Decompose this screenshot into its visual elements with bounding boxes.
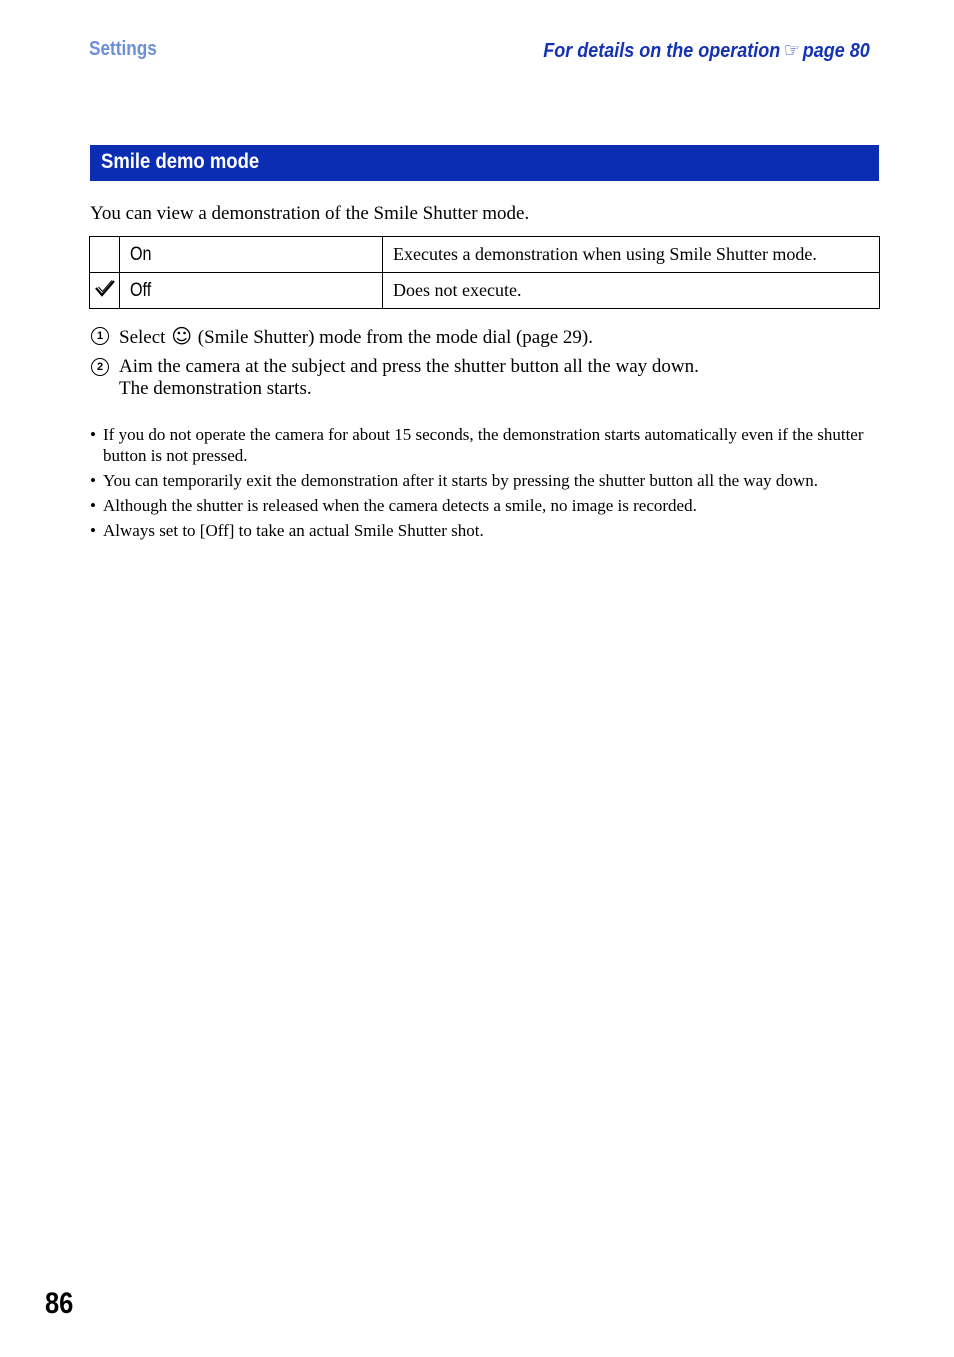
step-number: 1	[91, 327, 109, 345]
note-text: If you do not operate the camera for about 15 seconds, the demonstration starts automatically even if the shutter button is not pressed.	[103, 425, 864, 465]
section-title: Smile demo mode	[101, 150, 260, 173]
option-row-off	[90, 273, 880, 309]
option-description: Does not execute.	[383, 273, 880, 309]
page-number: 86	[45, 1287, 74, 1320]
step-number: 2	[91, 358, 109, 376]
notes-list	[90, 424, 890, 545]
option-check-cell	[90, 237, 120, 273]
option-name-cell	[120, 237, 383, 273]
step-text-line2: The demonstration starts.	[119, 378, 312, 399]
bullet: •	[90, 471, 96, 490]
pointing-hand-icon: ☞	[784, 40, 801, 62]
intro-text: You can view a demonstration of the Smile Shutter mode.	[90, 203, 530, 224]
details-reference[interactable]	[543, 38, 870, 63]
option-name: Off	[130, 279, 152, 301]
option-name: On	[130, 243, 152, 265]
header-section-label: Settings	[89, 38, 157, 60]
note-text: You can temporarily exit the demonstration after it starts by pressing the shutter button all the way down.	[103, 471, 818, 490]
option-check-cell	[90, 273, 120, 309]
note-text: Although the shutter is released when the camera detects a smile, no image is recorded.	[103, 496, 697, 515]
step-text-line1: Aim the camera at the subject and press the shutter button all the way down.	[119, 356, 699, 377]
step-text-before: Select	[119, 327, 166, 348]
option-description: Executes a demonstration when using Smile Shutter mode.	[383, 237, 880, 273]
note-item	[90, 495, 890, 516]
note-item	[90, 520, 890, 541]
step-text	[119, 325, 593, 349]
smile-shutter-icon: ☺	[171, 324, 193, 348]
option-name-cell	[120, 273, 383, 309]
details-prefix: For details on the operation	[543, 40, 781, 62]
note-item	[90, 424, 890, 466]
note-item	[90, 470, 890, 491]
option-row-on	[90, 237, 880, 273]
details-page-link[interactable]: page 80	[802, 40, 870, 62]
options-table	[89, 236, 880, 309]
step-text-after: (Smile Shutter) mode from the mode dial (page 29).	[197, 327, 594, 348]
bullet: •	[90, 496, 96, 515]
default-check-icon	[94, 278, 116, 298]
note-text: Always set to [Off] to take an actual Smile Shutter shot.	[103, 521, 484, 540]
bullet: •	[90, 521, 96, 540]
bullet: •	[90, 425, 96, 444]
section-title-bar	[90, 145, 879, 181]
